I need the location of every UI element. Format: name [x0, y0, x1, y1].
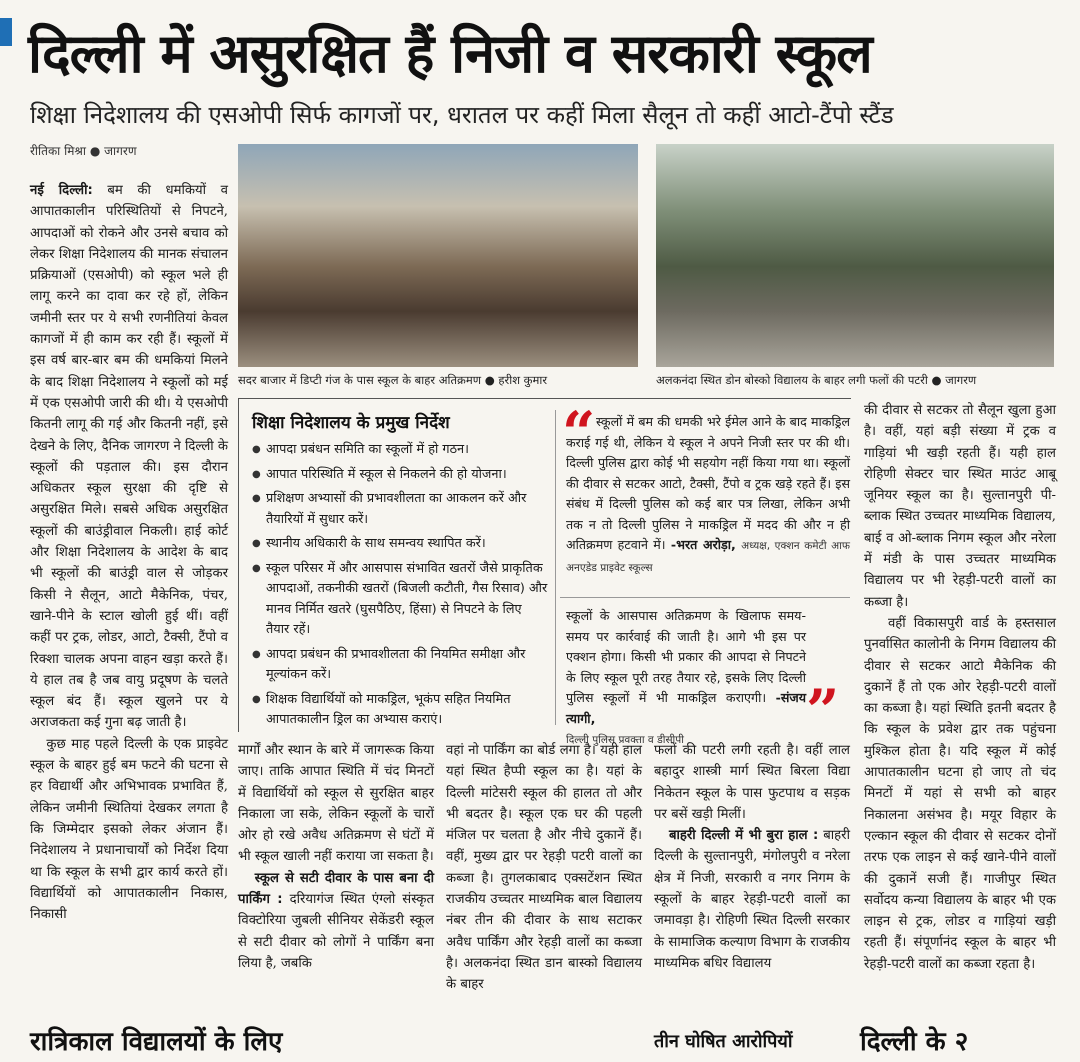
article-column-1: [30, 180, 228, 1030]
quote-open-icon: “: [562, 399, 596, 467]
section-marker: [0, 18, 12, 46]
directive-item: ● शिक्षक विद्यार्थियों को माकड्रिल, भूकंप सहित नियमित आपातकालीन ड्रिल का अभ्यास कराएं।: [252, 690, 548, 731]
box-divider: [560, 597, 850, 598]
dateline: नई दिल्ली:: [30, 183, 93, 198]
article-body-1: बम की धमकियों व आपातकालीन परिस्थितियों से निपटने, आपदाओं को रोकने और उनसे बचाव को लेकर शिक्षा निदेशालय की मानक संचालन प्रक्रियाओं (एसओपी) को स्कूल भले ही लागू करने का दावा कर रहे हों, लेकिन जमीनी स्तर पर ये सभी रणनीतियां केवल कागजों में ही काम कर रही हैं। स्कूलों में इस वर्ष बार-बार बम की धमकियां मिलने के बाद शिक्षा निदेशालय ने स्कूलों को मई में एक एसओपी जारी की थी। ये एसओपी कितनी लागू की गई और कितनी नहीं, इसे देखने के लिए, दैनिक जागरण ने दिल्ली के स्कूलों की पड़ताल की। इस दौरान अधिकतर स्कूल सुरक्षा की दृष्टि से असुरक्षित मिले। सबसे अधिक असुरक्षित स्कूलों की बाउंड्रीवाल निकली। हाई कोर्ट और शिक्षा निदेशालय के आदेश के बाद भी स्कूलों की बाउंड्री वाल से जोड़कर किसी ने सैलून, आटो मैकेनिक, पंचर, खाने-पीने के स्टाल खोली हुई थीं। वहीं कहीं पर ट्रक, लोडर, आटो, टैक्सी, टैंपो व रिक्शा चालक अपना वाहन खड़ा करते हैं। ये हाल तब है जब वायु प्रदूषण के चलते स्कूल बंद हैं। स्कूल खुलने पर ये अराजकता कई गुना बढ़ जाती है।: [30, 183, 229, 731]
photo-caption-2: अलकनंदा स्थित डोन बोस्को विद्यालय के बाहर लगी फलों की पटरी ● जागरण: [656, 373, 977, 387]
quote-author: -संजय त्यागी,: [566, 690, 806, 726]
directive-item: ● आपात परिस्थिति में स्कूल से निकलने की हो योजना।: [252, 465, 548, 486]
next-article-headlines: [0, 1022, 1080, 1057]
adjacent-article-edge: [1062, 20, 1080, 1020]
article-column-4: फलों की पटरी लगी रहती है। वहीं लाल बहादुर शास्त्री मार्ग स्थित बिरला विद्या निकेतन स्कूल के पास फुटपाथ व सड़क पर बसें खड़ी मिलीं। बाहरी दिल्ली में भी बुरा हाल : बाहरी दिल्ली के सुल्तानपुरी, मंगोलपुरी व नरेला क्षेत्र में निजी, सरकारी व नगर निगम के स्कूलों के बाहर रेहड़ी-पटरी वालों का जमावड़ा है। रोहिणी स्थित दिल्ली सरकार के सामाजिक कल्याण विभाग के राजकीय माध्यमिक बधिर विद्यालय: [654, 743, 850, 971]
article-column-2: मार्गों और स्थान के बारे में जागरूक किया जाए। ताकि आपात स्थिति में चंद मिनटों में विद्यार्थियों को स्कूल से सुरक्षित बाहर निकाला जा सके, लेकिन स्कूलों के चारों ओर हो रखे अवैध अतिक्रमण से घंटों में भी स्कूल खाली नहीं कराया जा सकता है। स्कूल से सटी दीवार के पास बना दी पार्किंग : दरियागंज स्थित एंग्लो संस्कृत विक्टोरिया जुबली सीनियर सेकेंडरी स्कूल से सटी दीवार को लोगों ने पार्किंग बना लिया है, जबकि: [238, 743, 435, 971]
byline-publication: जागरण: [104, 144, 137, 158]
quote-close-icon: ”: [806, 677, 840, 745]
box-title: शिक्षा निदेशालय के प्रमुख निर्देश: [252, 413, 450, 433]
next-headline-right: दिल्ली के २: [860, 1027, 969, 1057]
subheading-parking: स्कूल से सटी दीवार के पास बना दी पार्किंग :: [238, 870, 435, 908]
directives-list: [252, 440, 548, 735]
photo-caption-1: सदर बाजार में डिप्टी गंज के पास स्कूल के बाहर अतिक्रमण ● हरीश कुमार: [238, 373, 548, 387]
subheading-outer-delhi: बाहरी दिल्ली में भी बुरा हाल :: [668, 828, 819, 844]
quote-bharat-arora: स्कूलों में बम की धमकी भरे ईमेल आने के बाद माकड्रिल कराई गई थी, लेकिन ये स्कूल ने अपने निजी स्तर पर की थी। दिल्ली पुलिस द्वारा कोई भी सहयोग नहीं किया गया था। स्कूलों की दीवार से सटकर आटो, टैक्सी, टैंपो व ट्रक खड़े रहते हैं। इस संबंध में दिल्ली पुलिस को कई बार पत्र लिखा, लेकिन अभी तक न तो दिल्ली पुलिस ने माकड्रिल में मदद की और न ही अतिक्रमण हटवाने में। -भरत अरोड़ा, अध्यक्ष, एक्शन कमेटी आफ अनएडेड प्राइवेट स्कूल्स: [566, 414, 851, 574]
subheadline: शिक्षा निदेशालय की एसओपी सिर्फ कागजों पर, धरातल पर कहीं मिला सैलून तो कहीं आटो-टैंपो स्टैंड: [30, 101, 894, 129]
directive-item: ● स्थानीय अधिकारी के साथ समन्वय स्थापित करें।: [252, 534, 548, 555]
article-column-5: की दीवार से सटकर तो सैलून खुला हुआ है। वहीं, यहां बड़ी संख्या में ट्रक व गाड़ियां भी खड़ी रहती हैं। यही हाल रोहिणी सेक्टर चार स्थित माउंट आबू जूनियर स्कूल का है। सुल्तानपुरी पी-ब्लाक स्थित उच्चतर माध्यमिक विद्यालय, बाई व ओ-ब्लाक निगम स्कूल और नरेला में मंडी के पास उच्चतर माध्यमिक विद्यालय पर भी रेहड़ी-पटरी वालों का कब्जा है। वहीं विकासपुरी वार्ड के हस्तसाल पुनर्वासित कालोनी के निगम विद्यालय की दीवार से सटकर आटो मैकेनिक की दुकानें हैं तो एक ओर रेहड़ी-पटरी वालों का कब्जा है। यहां स्थिति इतनी बदतर है कि स्कूल के प्रवेश द्वार तक पहुंचना मुश्किल होता है। यदि स्कूल में कोई आपातकालीन घटना हो जाए तो चंद मिनटों में यहां से सभी को बाहर निकालना असंभव है। मयूर विहार के एल्कान स्कूल की दीवार से सटकर दोनों तरफ एक लाइन से कई खाने-पीने वालों की दुकानें सजी हैं। गाजीपुर स्थित सर्वोदय कन्या विद्यालय के बाहर भी एक लाइन से ट्रक, लोडर व गाड़ियां खड़ी रहती हैं। संपूर्णानंद स्कूल के बाहर भी रेहड़ी-पटरी वालों का कब्जा रहता है।: [864, 403, 1056, 972]
photo-credit-2: जागरण: [945, 373, 977, 387]
quote-author: -भरत अरोड़ा,: [670, 537, 736, 552]
headline: दिल्ली में असुरक्षित हैं निजी व सरकारी स्कूल: [28, 22, 872, 85]
photo-alaknanda: [656, 144, 1054, 367]
directive-item: ● आपदा प्रबंधन की प्रभावशीलता की नियमित समीक्षा और मूल्यांकन करें।: [252, 645, 548, 686]
next-headline-left: रात्रिकाल विद्यालयों के लिए: [30, 1027, 283, 1057]
next-headline-mid: तीन घोषित आरोपियों: [654, 1031, 793, 1052]
photo-credit-1: हरीश कुमार: [498, 373, 548, 387]
directive-item: ● प्रशिक्षण अभ्यासों की प्रभावशीलता का आकलन करें और तैयारियों में सुधार करें।: [252, 489, 548, 530]
byline-author: रीतिका मिश्रा: [30, 144, 86, 158]
article-body-1b: कुछ माह पहले दिल्ली के एक प्राइवेट स्कूल के बाहर हुई बम फटने की घटना से हर विद्यार्थी और अभिभावक प्रभावित हैं, लेकिन जमीनी स्थितियां देखकर लगता है कि जिम्मेदार इसको लेकर अंजान हैं। निदेशालय ने प्रधानाचार्यों को निर्देश दिया था कि स्कूल के सभी द्वार कार्य करते हों। विद्यार्थियों को आपातकालीन निकास, निकासी: [30, 736, 229, 923]
byline: [30, 142, 137, 159]
directive-item: ● स्कूल परिसर में और आसपास संभावित खतरों जैसे प्राकृतिक आपदाओं, तकनीकी खतरों (बिजली कटौती, गैस रिसाव) और मानव निर्मित खतरे (घुसपैठिए, हिंसा) से निपटने के लिए तैयार रहें।: [252, 559, 548, 641]
box-divider: [555, 410, 556, 725]
article-column-3: वहां नो पार्किंग का बोर्ड लगा है। यही हाल यहां स्थित हैप्पी स्कूल का है। यहां के दिल्ली मांटेसरी स्कूल की हालत तो और भी बदतर है। स्कूल एक घर की पहली मंजिल पर चलता है और नीचे दुकानें हैं। वहीं, मुख्य द्वार पर रेहड़ी पटरी वालों का कब्जा है। तुगलकाबाद एक्सटेंशन स्थित राजकीय उच्चतर माध्यमिक बाल विद्यालय नंबर तीन की दीवार के साथ सटाकर अवैध पार्किंग और रेहड़ी वालों का कब्जा है। अलकनंदा स्थित डान बास्को विद्यालय के बाहर: [446, 743, 642, 993]
quote-author-role: दिल्ली पुलिस प्रवक्ता व डीसीपी: [566, 734, 684, 746]
bullet-icon: ●: [484, 373, 495, 387]
bullet-icon: ●: [89, 144, 101, 158]
bullet-icon: ●: [931, 373, 942, 387]
quote-sanjay-tyagi: स्कूलों के आसपास अतिक्रमण के खिलाफ समय-समय पर कार्रवाई की जाती है। आगे भी इस पर एक्शन होगा। किसी भी प्रकार की आपदा से निपटने के लिए स्कूल पूरी तरह तैयार रहे, इसके लिए दिल्ली पुलिस स्कूलों में भी माकड्रिल कराएगी। -संजय त्यागी, दिल्ली पुलिस प्रवक्ता व डीसीपी: [566, 608, 806, 746]
quote-author-role: अध्यक्ष, एक्शन कमेटी आफ अनएडेड प्राइवेट स्कूल्स: [566, 540, 851, 574]
directive-item: ● आपदा प्रबंधन समिति का स्कूलों में हो गठन।: [252, 440, 548, 461]
photo-sadar-bazar: [238, 144, 638, 367]
